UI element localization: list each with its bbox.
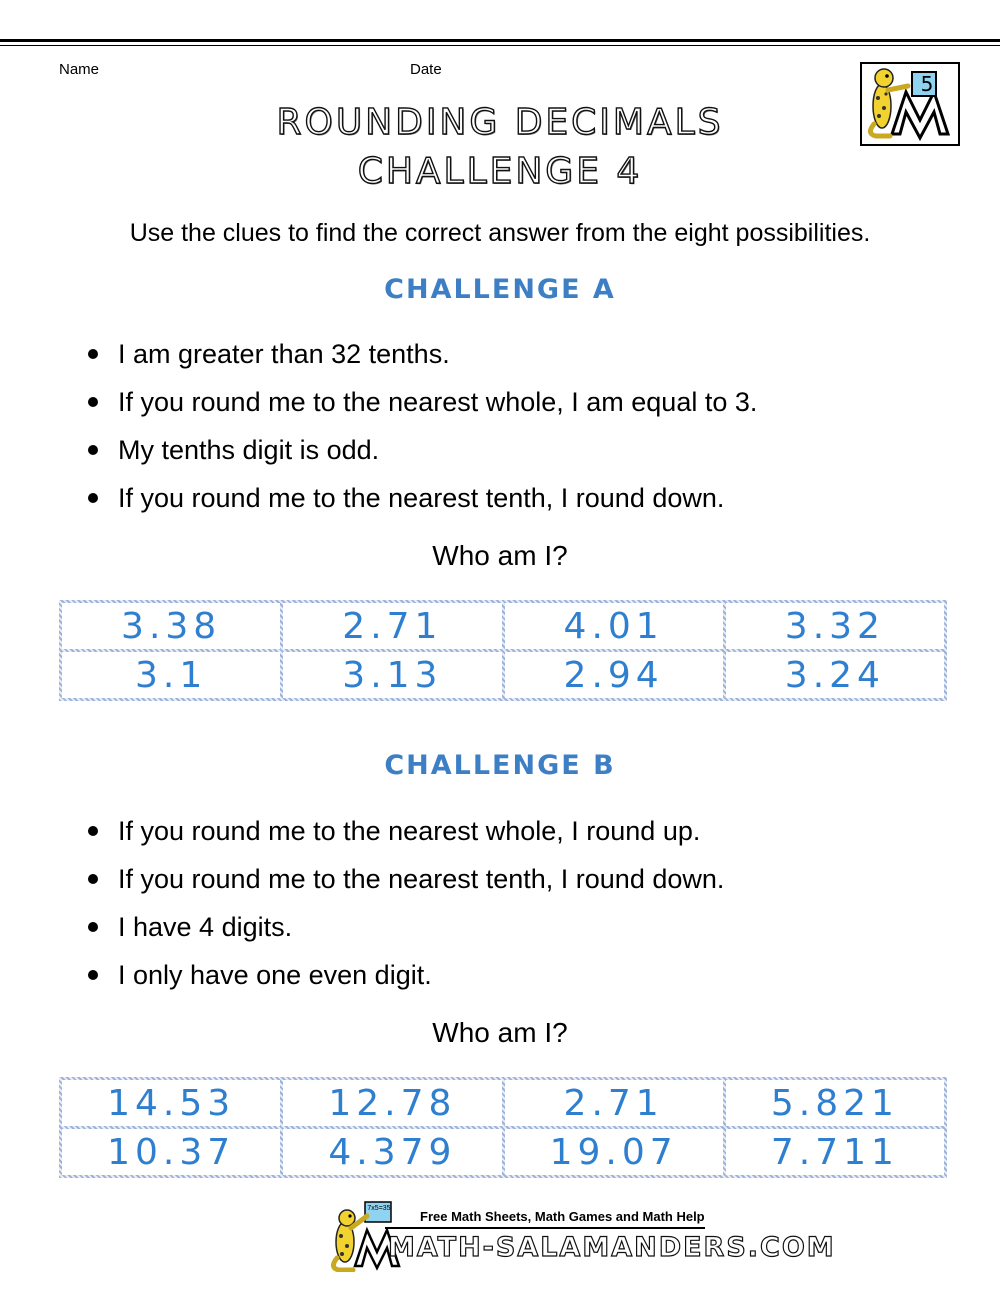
answer-option: 2.71 bbox=[505, 1080, 723, 1126]
clue: My tenths digit is odd. bbox=[88, 426, 757, 474]
clue: If you round me to the nearest tenth, I round down. bbox=[88, 474, 757, 522]
bullet-icon bbox=[88, 826, 98, 836]
clue: If you round me to the nearest tenth, I round down. bbox=[88, 855, 724, 903]
footer-badge: 7x5=35 bbox=[367, 1205, 391, 1212]
answer-option: 14.53 bbox=[62, 1080, 280, 1126]
answer-option: 3.13 bbox=[283, 652, 501, 698]
answer-option: 19.07 bbox=[505, 1129, 723, 1175]
answer-option: 4.01 bbox=[505, 603, 723, 649]
challenge-b-answers bbox=[59, 1077, 947, 1178]
answer-option: 5.821 bbox=[726, 1080, 944, 1126]
clue: I only have one even digit. bbox=[88, 951, 724, 999]
answer-option: 3.24 bbox=[726, 652, 944, 698]
bullet-icon bbox=[88, 970, 98, 980]
bullet-icon bbox=[88, 493, 98, 503]
challenge-b-clues bbox=[88, 807, 724, 999]
clue: If you round me to the nearest whole, I am equal to 3. bbox=[88, 378, 757, 426]
answer-option: 4.379 bbox=[283, 1129, 501, 1175]
top-rule-thin bbox=[0, 45, 1000, 46]
clue: I have 4 digits. bbox=[88, 903, 724, 951]
answer-option: 3.38 bbox=[62, 603, 280, 649]
answer-option: 3.32 bbox=[726, 603, 944, 649]
answer-option: 12.78 bbox=[283, 1080, 501, 1126]
date-label: Date bbox=[410, 61, 442, 78]
footer-site-link[interactable]: MATH-SALAMANDERS.COM bbox=[388, 1232, 836, 1263]
bullet-icon bbox=[88, 445, 98, 455]
challenge-a-clues bbox=[88, 330, 757, 522]
instructions: Use the clues to find the correct answer from the eight possibilities. bbox=[129, 219, 871, 247]
challenge-b-heading: CHALLENGE B bbox=[384, 750, 616, 781]
challenge-a-answers bbox=[59, 600, 947, 701]
footer-tagline: Free Math Sheets, Math Games and Math Help bbox=[420, 1209, 705, 1224]
clue: I am greater than 32 tenths. bbox=[88, 330, 757, 378]
answer-option: 10.37 bbox=[62, 1129, 280, 1175]
page-title: ROUNDING DECIMALS bbox=[276, 102, 724, 143]
bullet-icon bbox=[88, 874, 98, 884]
grade-badge: 5 bbox=[920, 72, 934, 96]
challenge-a-question: Who am I? bbox=[432, 540, 568, 571]
challenge-a-heading: CHALLENGE A bbox=[384, 274, 616, 305]
top-rule bbox=[0, 39, 1000, 42]
answer-option: 3.1 bbox=[62, 652, 280, 698]
answer-option: 2.71 bbox=[283, 603, 501, 649]
bullet-icon bbox=[88, 349, 98, 359]
answer-option: 2.94 bbox=[505, 652, 723, 698]
challenge-b-question: Who am I? bbox=[432, 1017, 568, 1048]
bullet-icon bbox=[88, 397, 98, 407]
answer-option: 7.711 bbox=[726, 1129, 944, 1175]
page-subtitle: CHALLENGE 4 bbox=[357, 151, 643, 192]
name-label: Name bbox=[59, 61, 100, 78]
clue: If you round me to the nearest whole, I round up. bbox=[88, 807, 724, 855]
bullet-icon bbox=[88, 922, 98, 932]
